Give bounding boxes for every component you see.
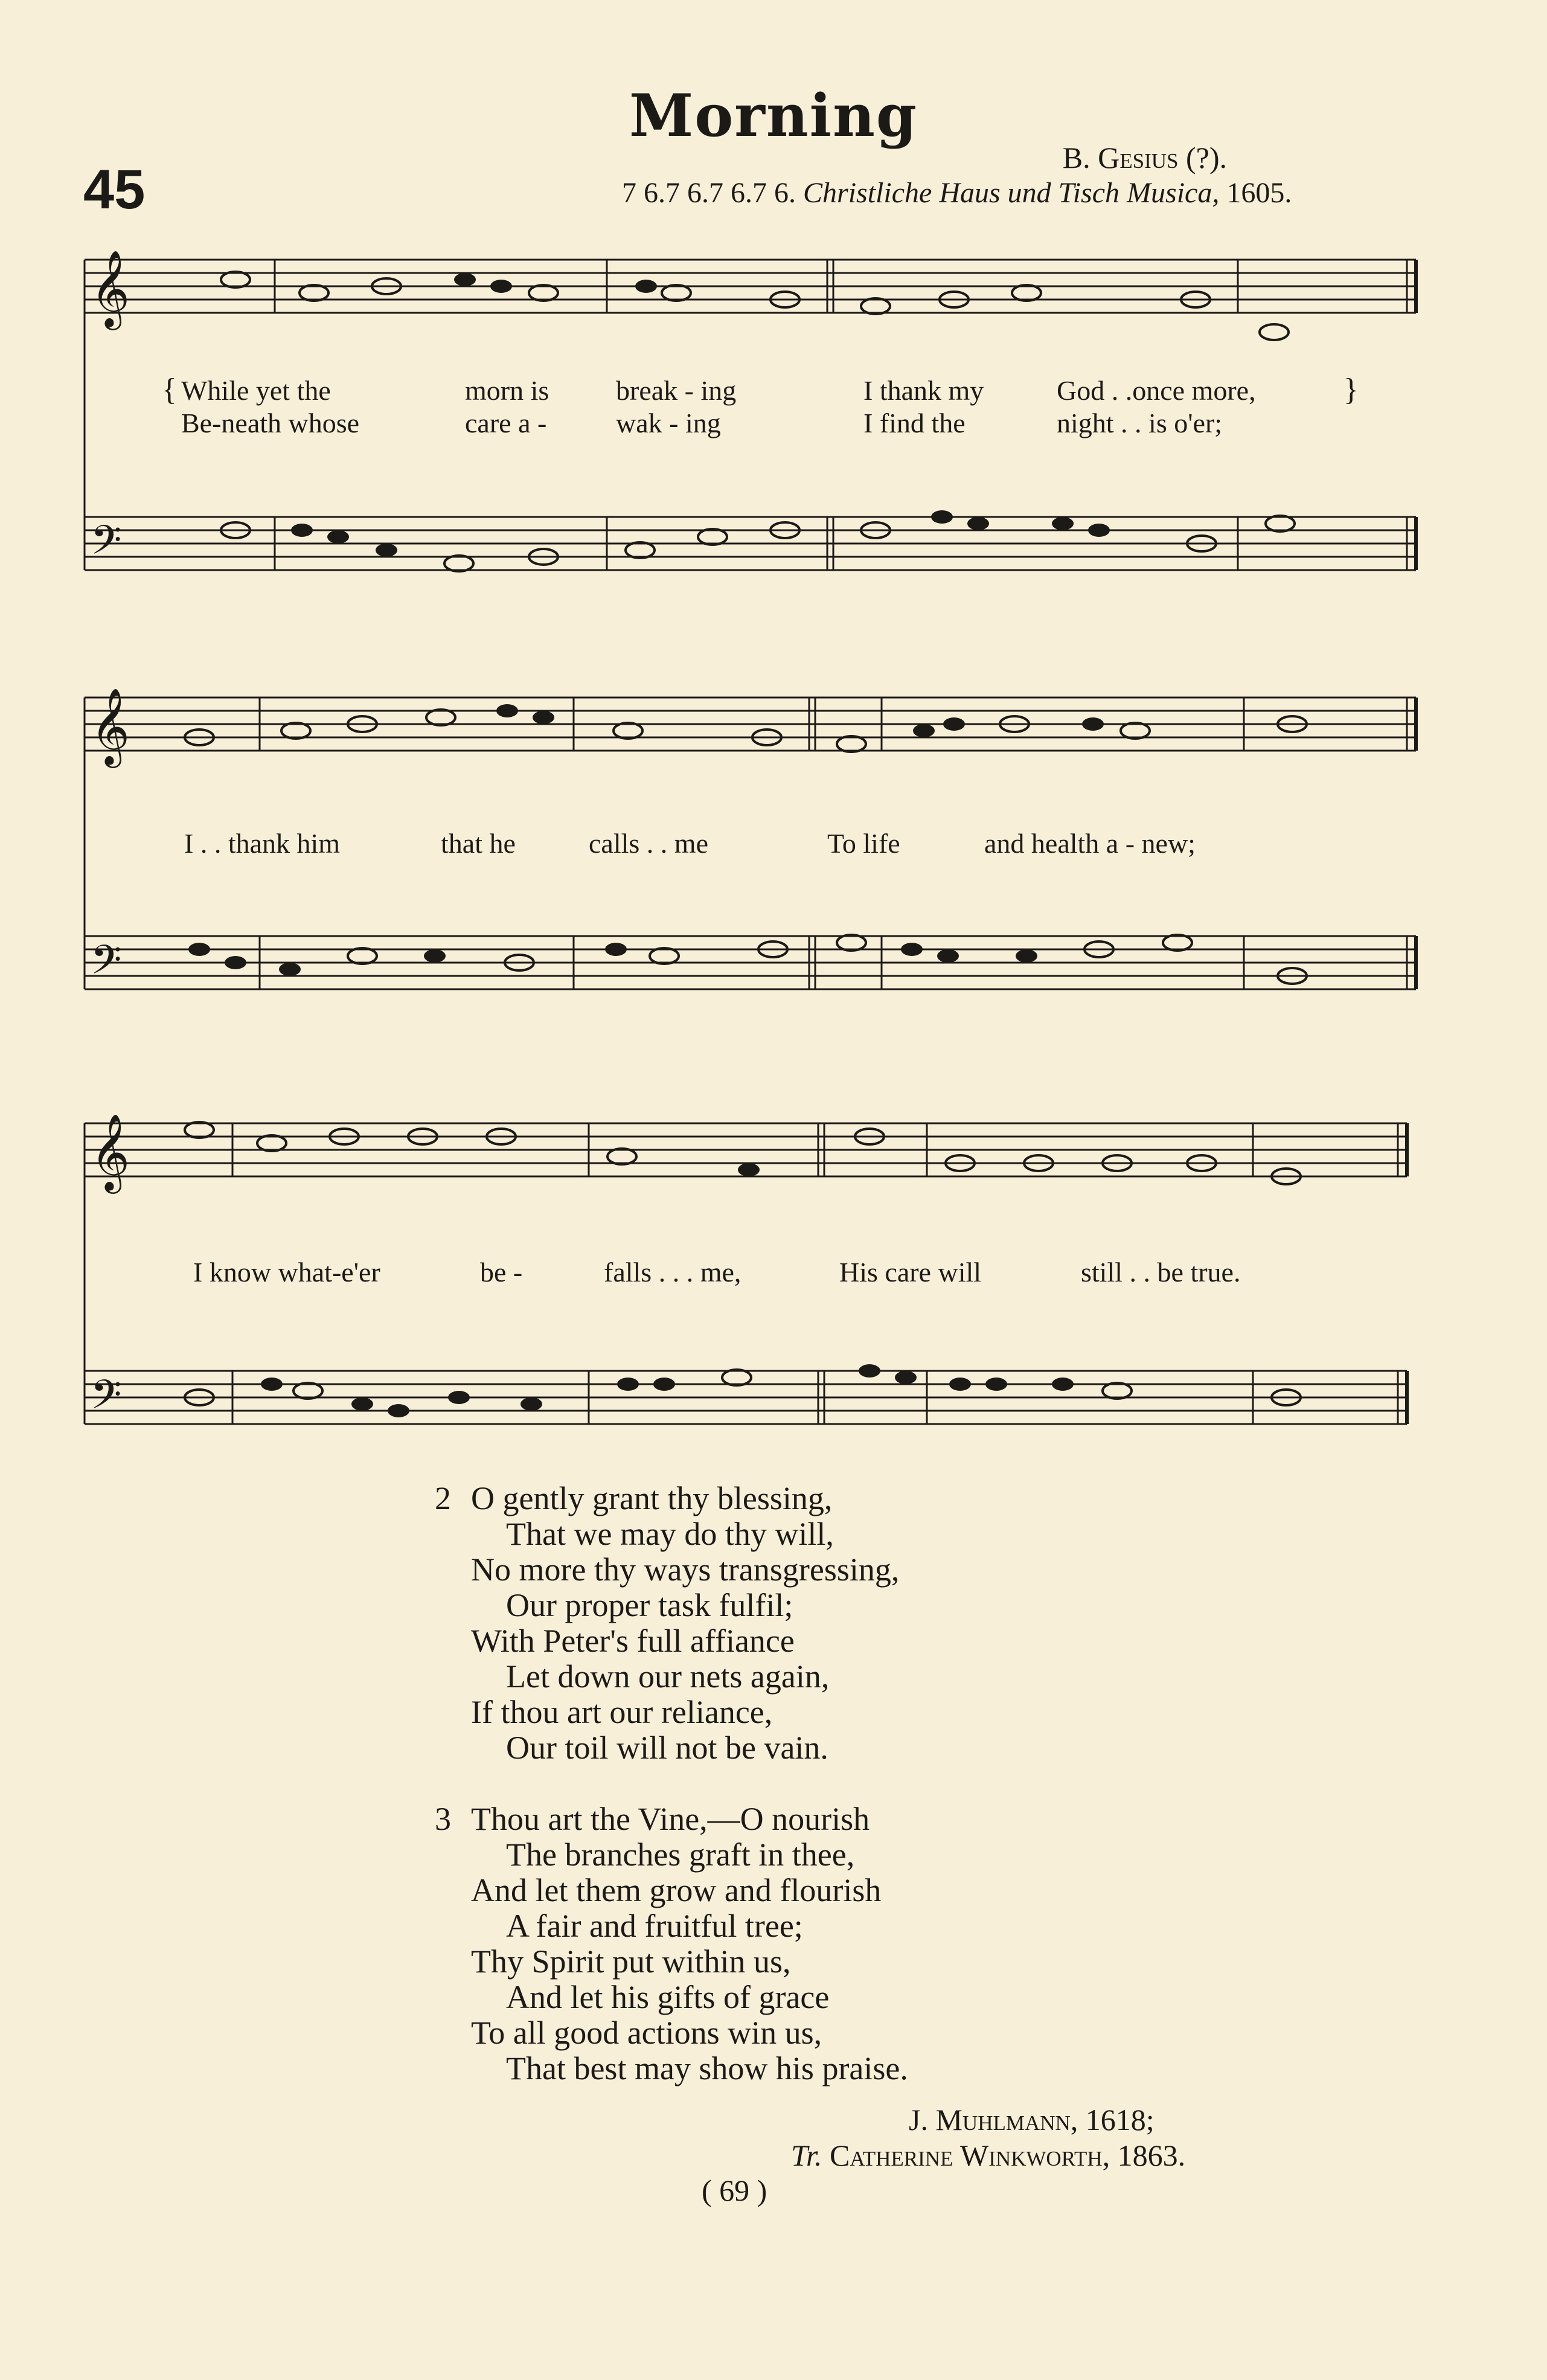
stanza-line: No more thy ways transgressing, [471,1551,900,1588]
lyric-line-1-3: break - ing [616,375,737,406]
stanza-line: O gently grant thy blessing, [471,1480,833,1516]
lyric-s3-4: His care will [839,1257,982,1288]
stanza-line: With Peter's full affiance [471,1623,795,1659]
lyric-line-2-4: I find the [863,408,966,438]
svg-text:𝄞: 𝄞 [91,687,130,765]
stanza-line: Thou art the Vine,—O nourish [471,1801,870,1837]
hymn-title: Morning [629,82,918,150]
lyric-s3-5: still . . be true. [1081,1257,1241,1288]
stanza-number: 2 [435,1480,451,1516]
hymn-number: 45 [83,159,146,220]
lyric-line-2-3: wak - ing [616,408,721,438]
translator-prefix: Tr. [791,2138,822,2172]
stanza-line: Our toil will not be vain. [506,1730,828,1766]
stanza-number: 3 [435,1801,451,1837]
lyric-brace-right: } [1344,373,1359,407]
lyric-line-2-2: care a - [465,408,547,438]
lyric-line-1-1: While yet the [181,375,331,406]
lyric-brace: { [162,373,177,407]
svg-text:𝄞: 𝄞 [91,249,130,327]
lyric-s2-1: I . . thank him [184,828,341,859]
stanza-line: To all good actions win us, [471,2015,822,2051]
lyric-s3-2: be - [480,1257,523,1288]
stanza-line: If thou art our reliance, [471,1694,773,1730]
stanza-line: A fair and fruitful tree; [506,1908,803,1944]
lyric-s2-5: and health a - new; [984,828,1196,859]
stanza-line: Let down our nets again, [506,1658,830,1695]
stanza-3 [435,1801,908,2087]
staff-notation-2 [0,664,1547,1099]
stanza-line: And let his gifts of grace [506,1979,830,2015]
svg-text:𝄢: 𝄢 [91,517,122,573]
lyric-s2-3: calls . . me [589,828,708,859]
stanza-line: That best may show his praise. [506,2050,908,2087]
svg-text:𝄞: 𝄞 [91,1113,130,1190]
stanza-line: The branches graft in thee, [506,1836,855,1873]
lyric-s3-1: I know what-e'er [193,1257,380,1288]
translator-credit [791,2138,1185,2173]
composer-credit: B. Gesius (?). [1062,141,1227,175]
stanza-2 [435,1480,900,1766]
lyric-line-2-5: night . . is o'er; [1057,408,1223,438]
stanza-line: And let them grow and flourish [471,1872,882,1908]
lyric-line-1-4: I thank my [863,375,984,406]
lyric-line-1-5: God . .once more, [1057,375,1256,406]
lyric-s2-4: To life [827,828,900,859]
lyric-s3-3: falls . . . me, [604,1257,741,1288]
svg-text:𝄢: 𝄢 [91,1371,122,1428]
stanza-line: That we may do thy will, [506,1516,834,1552]
stanza-line: Thy Spirit put within us, [471,1943,791,1980]
translator-name: Catherine Winkworth, 1863. [829,2138,1186,2172]
author-credit: J. Muhlmann, 1618; [909,2103,1155,2137]
tune-source: Christliche Haus und Tisch Musica, [803,177,1220,209]
lyric-line-2-1: Be-neath whose [181,408,360,438]
staff-notation-1 [0,0,1547,604]
tune-source-year: 1605. [1226,177,1292,209]
lyric-line-1-2: morn is [465,375,549,406]
lyric-s2-2: that he [441,828,516,859]
meter: 7 6.7 6.7 6.7 6. [622,177,796,209]
stanza-line: Our proper task fulfil; [506,1587,793,1623]
page-number: ( 69 ) [702,2173,767,2207]
svg-text:𝄢: 𝄢 [91,937,122,993]
